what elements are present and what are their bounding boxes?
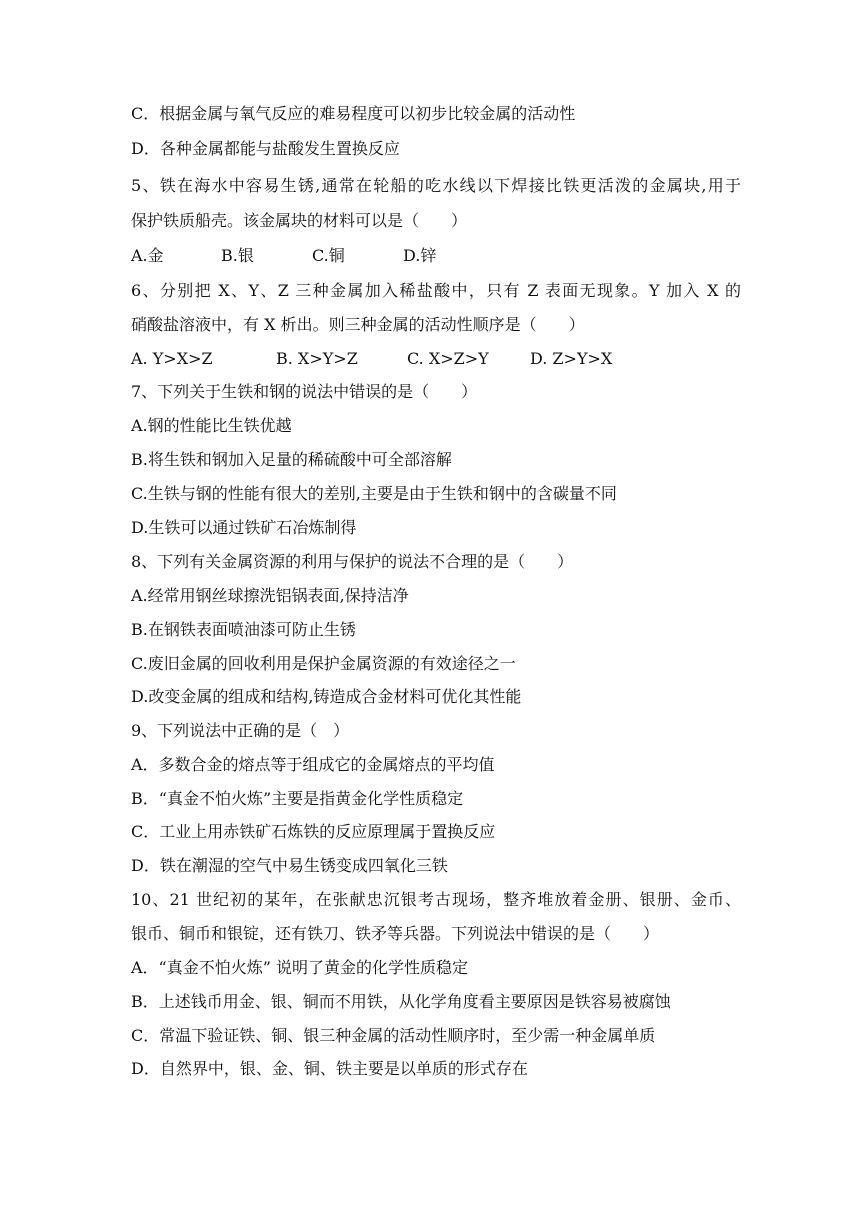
q9-option-c: C．工业上用赤铁矿石炼铁的反应原理属于置换反应 (131, 822, 496, 841)
q9-option-b: B．“真金不怕火炼”主要是指黄金化学性质稳定 (131, 789, 464, 808)
q7-option-a: A.钢的性能比生铁优越 (131, 416, 292, 435)
q10-stem-line2: 银币、铜币和银锭，还有铁刀、铁矛等兵器。下列说法中错误的是（ ） (131, 924, 660, 943)
q5-option-d: D.锌 (403, 246, 437, 265)
q10-option-c: C．常温下验证铁、铜、银三种金属的活动性顺序时，至少需一种金属单质 (131, 1026, 656, 1045)
q9-stem: 9、下列说法中正确的是（ ） (131, 721, 350, 740)
q5-option-c: C.铜 (312, 246, 345, 265)
q8-option-d: D.改变金属的组成和结构,铸造成合金材料可优化其性能 (131, 687, 522, 706)
q10-stem-line1: 10、21 世纪初的某年，在张献忠沉银考古现场，整齐堆放着金册、银册、金币、 (131, 890, 741, 909)
q6-option-c: C. X>Z>Y (407, 349, 489, 368)
q5-option-a: A.金 (131, 246, 164, 265)
q9-option-a: A．多数合金的熔点等于组成它的金属熔点的平均值 (131, 755, 495, 774)
q6-stem-line2: 硝酸盐溶液中，有 X 析出。则三种金属的活动性顺序是（ ） (131, 315, 585, 334)
q6-stem-line1: 6、分别把 X、Y、Z 三种金属加入稀盐酸中，只有 Z 表面无现象。Y 加入 X 的 (131, 281, 741, 300)
q8-stem: 8、下列有关金属资源的利用与保护的说法不合理的是（ ） (131, 552, 574, 571)
q10-option-b: B．上述钱币用金、银、铜而不用铁，从化学角度看主要原因是铁容易被腐蚀 (131, 992, 671, 1011)
q10-option-d: D．自然界中，银、金、铜、铁主要是以单质的形式存在 (131, 1059, 528, 1078)
q8-option-b: B.在钢铁表面喷油漆可防止生锈 (131, 620, 356, 639)
q7-option-d: D.生铁可以通过铁矿石冶炼制得 (131, 518, 357, 537)
q7-stem: 7、下列关于生铁和钢的说法中错误的是（ ） (131, 382, 478, 401)
q5-stem-line1: 5、铁在海水中容易生锈,通常在轮船的吃水线以下焊接比铁更活泼的金属块,用于 (131, 176, 741, 195)
q4-option-c: C．根据金属与氧气反应的难易程度可以初步比较金属的活动性 (131, 104, 576, 123)
q4-option-d: D．各种金属都能与盐酸发生置换反应 (131, 139, 400, 158)
q7-option-b: B.将生铁和钢加入足量的稀硫酸中可全部溶解 (131, 450, 452, 469)
q6-option-b: B. X>Y>Z (276, 349, 358, 368)
q5-stem-line2: 保护铁质船壳。该金属块的材料可以是（ ） (131, 211, 468, 230)
q6-option-a: A. Y>X>Z (131, 349, 213, 368)
q6-option-d: D. Z>Y>X (530, 349, 613, 368)
q8-option-c: C.废旧金属的回收利用是保护金属资源的有效途径之一 (131, 654, 516, 673)
q8-option-a: A.经常用钢丝球擦洗铝锅表面,保持洁净 (131, 586, 409, 605)
q9-option-d: D．铁在潮湿的空气中易生锈变成四氧化三铁 (131, 856, 448, 875)
q10-option-a: A．“真金不怕火炼” 说明了黄金的化学性质稳定 (131, 958, 469, 977)
q7-option-c: C.生铁与钢的性能有很大的差别,主要是由于生铁和钢中的含碳量不同 (131, 484, 617, 503)
q5-option-b: B.银 (221, 246, 254, 265)
